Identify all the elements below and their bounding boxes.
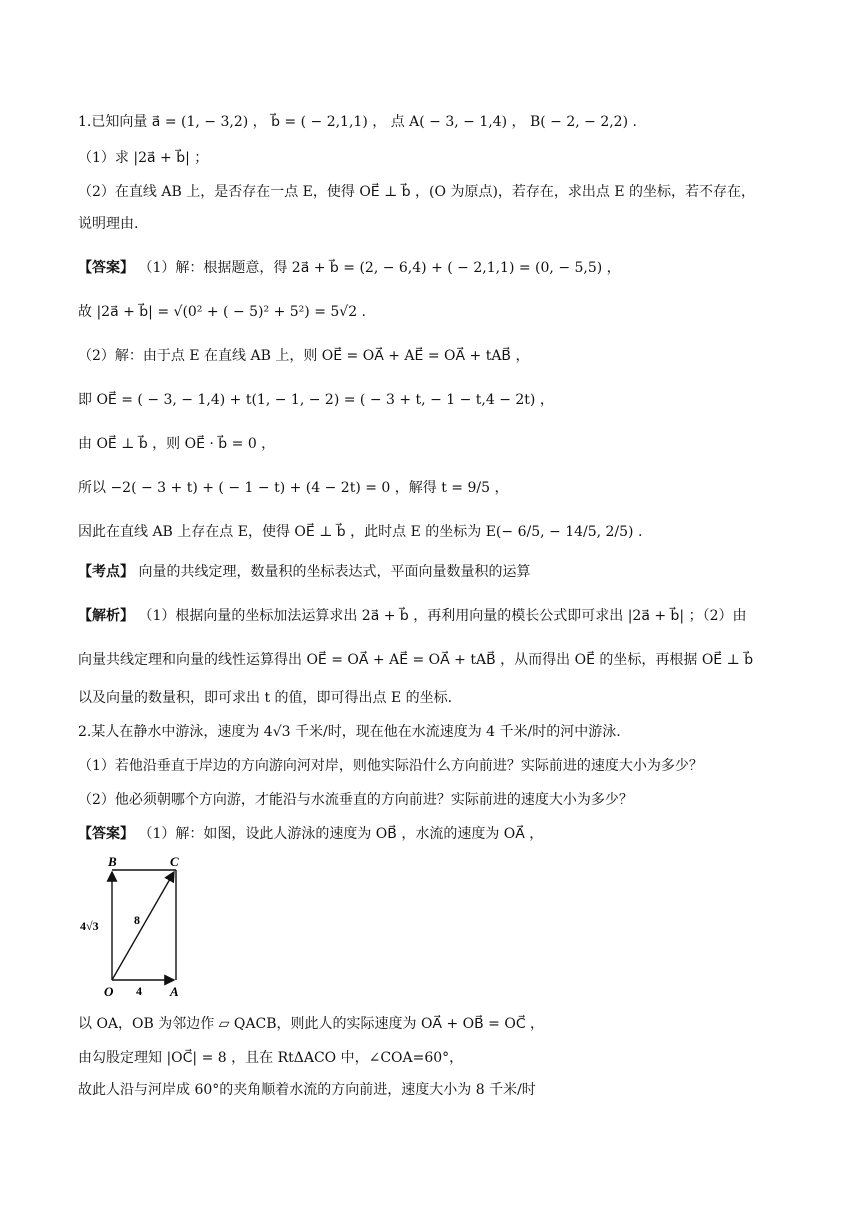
problem1-answer-line1 — [78, 258, 621, 278]
problem1-answer-line7: 因此在直线 AB 上存在点 E，使得 OE⃗ ⊥ b⃗ ，此时点 E 的坐标为 E(− 6/5, − 14/5, 2/5) . — [78, 524, 643, 540]
point-tag: 【考点】 — [78, 564, 134, 580]
point-text: 向量的共线定理，数量积的坐标表达式，平面向量数量积的运算 — [138, 564, 531, 580]
problem1-answer-line3: （2）解：由于点 E 在直线 AB 上，则 OE⃗ = OA⃗ + AE⃗ = OA⃗ + tAB⃗ ， — [78, 348, 530, 364]
problem1-question2-line1: （2）在直线 AB 上，是否存在一点 E，使得 OE⃗ ⊥ b⃗ ，(O 为原点)，若存在，求出点 E 的坐标，若不存在， — [78, 184, 756, 200]
problem1-analysis-line2: 向量共线定理和向量的线性运算得出 OE⃗ = OA⃗ + AE⃗ = OA⃗ + tAB⃗ ，从而得出 OE⃗ 的坐标，再根据 OE⃗ ⊥ b⃗ — [78, 652, 754, 668]
label-O: O — [104, 984, 114, 999]
problem1-statement: 1.已知向量 a⃗ = (1, − 3,2) ， b⃗ = ( − 2,1,1) ， 点 A( − 3, − 1,4) ， B( − 2, − 2,2) . — [78, 114, 637, 130]
problem1-analysis-line1 — [78, 606, 747, 626]
problem1-answer-line6: 所以 −2( − 3 + t) + ( − 1 − t) + (4 − 2t) = 0 ，解得 t = 9/5 ， — [78, 480, 509, 496]
problem2-question2: （2）他必须朝哪个方向游，才能沿与水流垂直的方向前进？实际前进的速度大小为多少？ — [78, 792, 633, 808]
answer-text: （1）解：根据题意，得 2a⃗ + b⃗ = (2, − 6,4) + ( − 2,1,1) = (0, − 5,5) ， — [138, 260, 621, 276]
answer-tag: 【答案】 — [78, 826, 134, 842]
label-diagonal-length: 8 — [134, 913, 140, 927]
problem1-question2-line2: 说明理由. — [78, 216, 139, 232]
label-C: C — [170, 854, 179, 869]
problem1-answer-line5: 由 OE⃗ ⊥ b⃗ ，则 OE⃗ · b⃗ = 0 ， — [78, 436, 276, 452]
problem1-knowledge-point — [78, 562, 530, 582]
label-side-length: 4√3 — [80, 919, 99, 933]
problem1-question1: （1）求 |2a⃗ + b⃗| ； — [78, 150, 209, 166]
label-A: A — [170, 984, 179, 999]
answer-tag: 【答案】 — [78, 260, 134, 276]
analysis-tag: 【解析】 — [78, 608, 134, 624]
label-B: B — [108, 854, 117, 869]
problem2-answer-line2: 以 OA，OB 为邻边作 ▱ QACB，则此人的实际速度为 OA⃗ + OB⃗ = OC⃗ ， — [78, 1016, 545, 1032]
velocity-diagram-svg — [78, 850, 198, 1000]
problem1-analysis-line3: 以及向量的数量积，即可求出 t 的值，即可得出点 E 的坐标. — [78, 690, 453, 706]
problem1-answer-line2: 故 |2a⃗ + b⃗| = √(0² + ( − 5)² + 5²) = 5√2 . — [78, 304, 367, 320]
problem2-answer-line3: 由勾股定理知 |OC⃗| = 8 ，且在 RtΔACO 中，∠COA=60°， — [78, 1050, 464, 1066]
problem2-question1: （1）若他沿垂直于岸边的方向游向河对岸，则他实际沿什么方向前进？实际前进的速度大小为多少？ — [78, 758, 703, 774]
velocity-diagram — [78, 850, 198, 1000]
label-bottom-length: 4 — [136, 984, 142, 998]
problem2-statement: 2.某人在静水中游泳，速度为 4√3 千米/时，现在他在水流速度为 4 千米/时的河中游泳. — [78, 724, 621, 740]
answer-text: （1）解：如图，设此人游泳的速度为 OB⃗ ，水流的速度为 OA⃗ ， — [138, 826, 544, 842]
problem2-answer-line1 — [78, 824, 543, 844]
analysis-text-1: （1）根据向量的坐标加法运算求出 2a⃗ + b⃗ ，再利用向量的模长公式即可求出 |2a⃗ + b⃗| ；（2）由 — [138, 608, 747, 624]
problem2-answer-line4: 故此人沿与河岸成 60°的夹角顺着水流的方向前进，速度大小为 8 千米/时 — [78, 1082, 536, 1098]
vector-OC — [112, 872, 174, 980]
problem1-answer-line4: 即 OE⃗ = ( − 3, − 1,4) + t(1, − 1, − 2) = ( − 3 + t, − 1 − t,4 − 2t) ， — [78, 392, 554, 408]
